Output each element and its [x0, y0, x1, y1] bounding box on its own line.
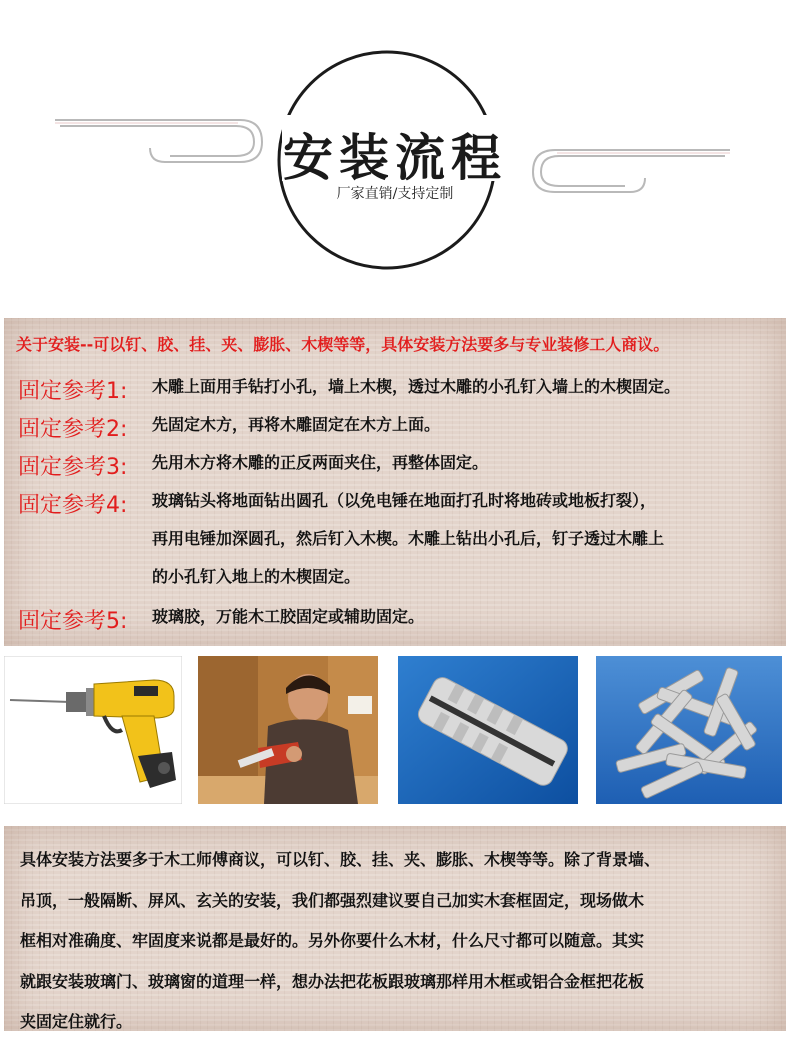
step-line: 的小孔钉入地上的木楔固定。 [152, 567, 361, 586]
step-text [152, 482, 664, 596]
notes-line: 框相对准确度、牢固度来说都是最好的。另外你要什么木材，什么尺寸都可以随意。其实 [20, 931, 645, 950]
step-line: 再用电锤加深圆孔，然后钉入木楔。木雕上钻出小孔后，钉子透过木雕上 [152, 529, 665, 548]
notes-line: 具体安装方法要多于木工师傅商议，可以钉、胶、挂、夹、膨胀、木楔等等。除了背景墙、 [20, 850, 661, 869]
notes-line: 夹固定住就行。 [20, 1012, 133, 1031]
notes-panel [4, 826, 786, 1031]
step-line: 先用木方将木雕的正反两面夹住，再整体固定。 [152, 453, 489, 472]
notes-text [20, 840, 780, 1043]
step-line: 木雕上面用手钻打小孔，墙上木楔，透过木雕的小孔钉入墙上的木楔固定。 [152, 377, 681, 396]
wall-anchor-icon [398, 656, 578, 804]
notes-line: 就跟安装玻璃门、玻璃窗的道理一样，想办法把花板跟玻璃那样用木框或铝合金框把花板 [20, 971, 645, 991]
photo-anchor-pile [596, 656, 782, 804]
step-label: 固定参考5: [18, 609, 128, 634]
step-label: 固定参考1: [18, 379, 128, 404]
photo-row [0, 656, 790, 806]
step-label: 固定参考4: [18, 493, 128, 518]
photo-worker [198, 656, 378, 804]
step-text [152, 406, 440, 444]
photo-anchor [398, 656, 578, 804]
instructions-panel [4, 318, 786, 646]
anchor-pile-icon [596, 656, 782, 804]
step-line: 先固定木方，再将木雕固定在木方上面。 [152, 415, 441, 434]
step-label: 固定参考3: [18, 455, 128, 480]
step-line: 玻璃胶，万能木工胶固定或辅助固定。 [152, 607, 425, 626]
hand-drill-icon [4, 656, 182, 804]
intro-text: 关于安装--可以钉、胶、挂、夹、膨胀、木楔等等，具体安装方法要多与专业装修工人商议。 [16, 335, 670, 354]
page-subtitle: 厂家直销/支持定制 [336, 186, 454, 202]
photo-drill [4, 656, 182, 804]
notes-line: 吊顶，一般隔断、屏风、玄关的安装，我们都强烈建议要自己加实木套框固定，现场做木 [20, 890, 645, 910]
step-text [152, 368, 680, 406]
step-text [152, 598, 424, 636]
page-title: 安装流程 [283, 128, 507, 187]
header [0, 0, 790, 300]
step-text [152, 444, 488, 482]
worker-glue-gun-icon [198, 656, 378, 804]
step-line: 玻璃钻头将地面钻出圆孔（以免电锤在地面打孔时将地砖或地板打裂）， [152, 491, 657, 510]
step-label: 固定参考2: [18, 417, 128, 442]
